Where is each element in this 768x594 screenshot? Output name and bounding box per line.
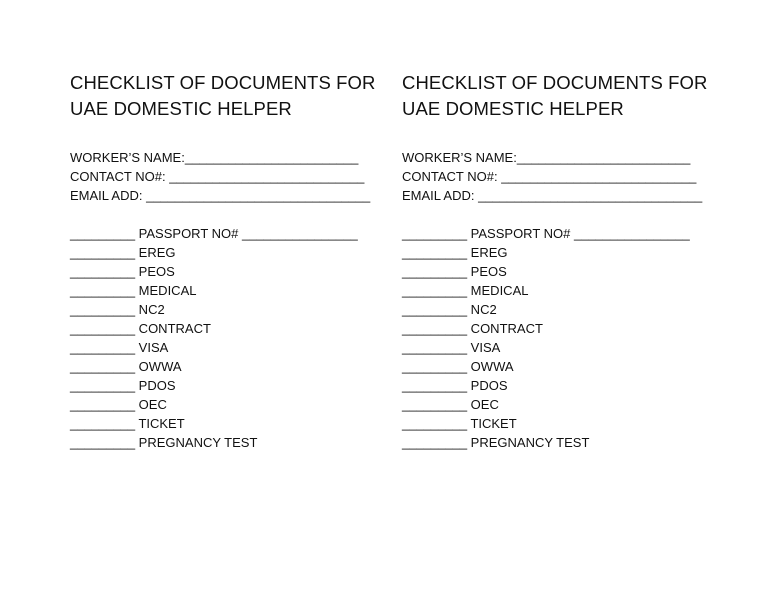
checklist-item-pregnancy-test: _________ PREGNANCY TEST: [402, 435, 590, 450]
document-checklist: [402, 224, 712, 452]
checklist-item-peos: _________ PEOS: [402, 264, 507, 279]
checklist-form-right: [402, 70, 712, 452]
checklist-item-visa: _________ VISA: [402, 340, 501, 355]
checklist-item-owwa: _________ OWWA: [70, 359, 182, 374]
checklist-item-passport: _________ PASSPORT NO# ________________: [402, 226, 690, 241]
document-checklist: [70, 224, 380, 452]
checklist-item-contract: _________ CONTRACT: [70, 321, 211, 336]
email-add-field: EMAIL ADD: _______________________________: [402, 188, 703, 203]
checklist-item-medical: _________ MEDICAL: [402, 283, 529, 298]
checklist-item-peos: _________ PEOS: [70, 264, 175, 279]
checklist-item-pdos: _________ PDOS: [70, 378, 176, 393]
worker-info-block: [402, 148, 712, 205]
form-title: [70, 70, 380, 122]
checklist-item-contract: _________ CONTRACT: [402, 321, 543, 336]
form-title: [402, 70, 712, 122]
checklist-item-nc2: _________ NC2: [402, 302, 497, 317]
checklist-item-passport: _________ PASSPORT NO# ________________: [70, 226, 358, 241]
checklist-item-owwa: _________ OWWA: [402, 359, 514, 374]
checklist-item-pdos: _________ PDOS: [402, 378, 508, 393]
worker-info-block: [70, 148, 380, 205]
checklist-item-ereg: _________ EREG: [402, 245, 508, 260]
email-add-field: EMAIL ADD: _______________________________: [70, 188, 371, 203]
checklist-form-left: [70, 70, 380, 452]
checklist-item-ticket: _________ TICKET: [70, 416, 185, 431]
title-line-1: CHECKLIST OF DOCUMENTS FOR: [402, 72, 708, 93]
checklist-item-ticket: _________ TICKET: [402, 416, 517, 431]
checklist-item-ereg: _________ EREG: [70, 245, 176, 260]
title-line-2: UAE DOMESTIC HELPER: [402, 98, 624, 119]
checklist-item-oec: _________ OEC: [70, 397, 167, 412]
checklist-item-nc2: _________ NC2: [70, 302, 165, 317]
contact-no-field: CONTACT NO#: ___________________________: [70, 169, 365, 184]
title-line-2: UAE DOMESTIC HELPER: [70, 98, 292, 119]
worker-name-field: WORKER’S NAME:________________________: [70, 150, 359, 165]
contact-no-field: CONTACT NO#: ___________________________: [402, 169, 697, 184]
checklist-item-pregnancy-test: _________ PREGNANCY TEST: [70, 435, 258, 450]
checklist-item-medical: _________ MEDICAL: [70, 283, 197, 298]
checklist-item-visa: _________ VISA: [70, 340, 169, 355]
worker-name-field: WORKER’S NAME:________________________: [402, 150, 691, 165]
checklist-item-oec: _________ OEC: [402, 397, 499, 412]
title-line-1: CHECKLIST OF DOCUMENTS FOR: [70, 72, 376, 93]
